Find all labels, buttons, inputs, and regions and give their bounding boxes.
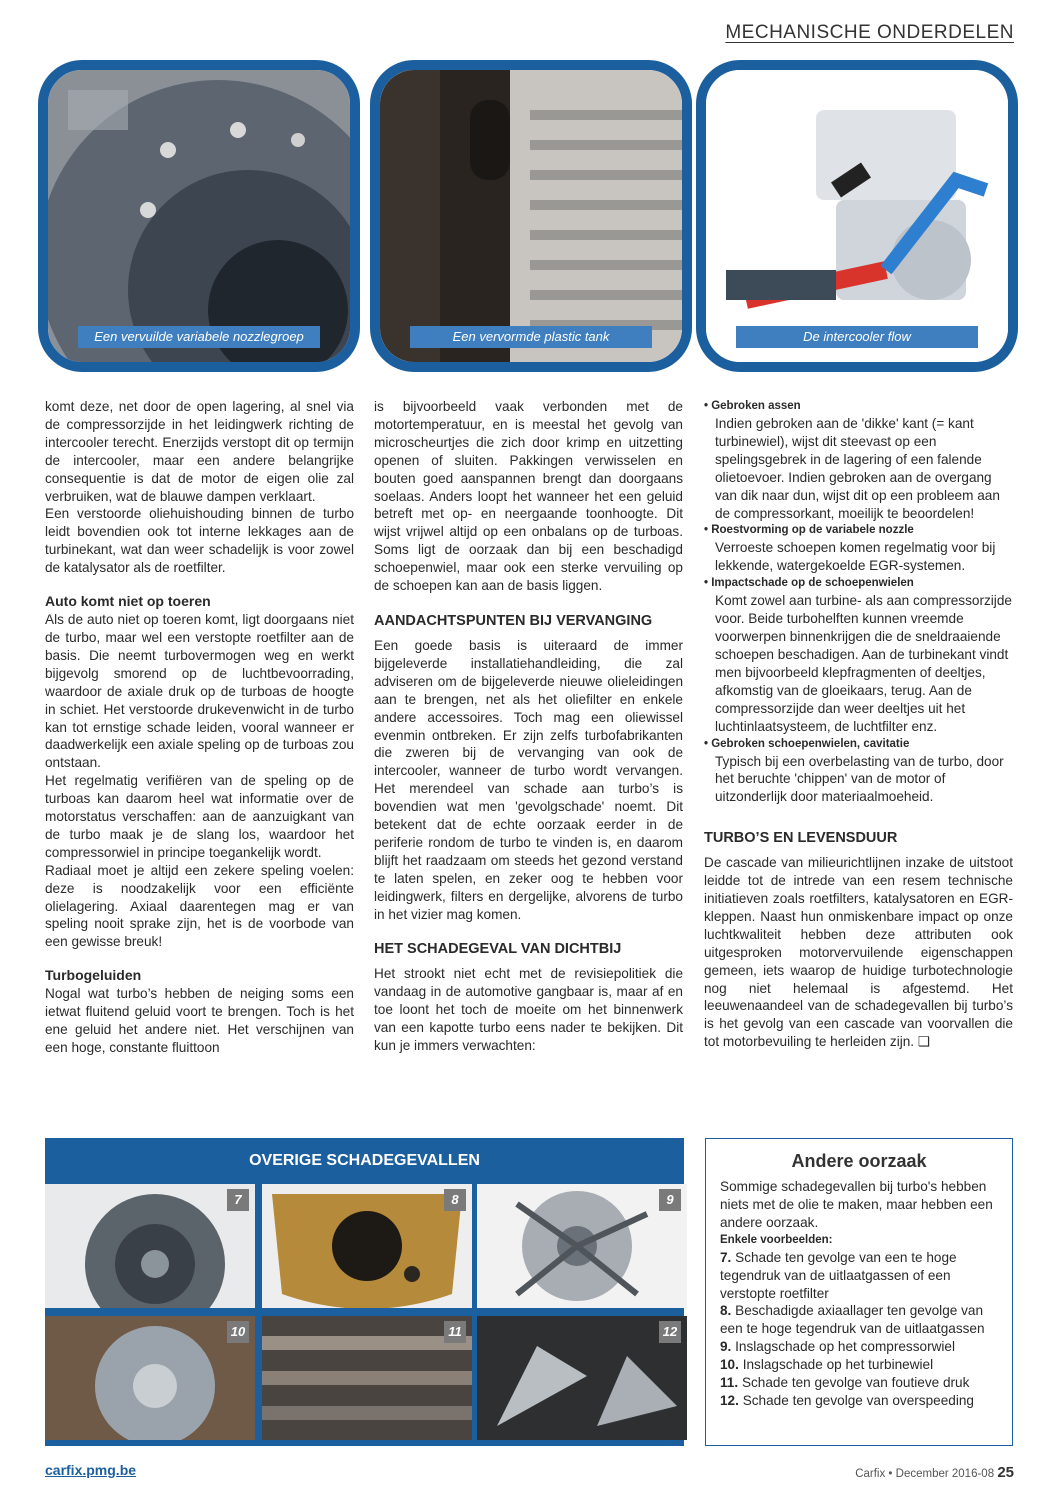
bullet-body: Typisch bij een overbelasting van de turbo, door het beruchte 'chippen' van de motor of uitzonderlijk door materiaalmoeheid. [715,753,1004,805]
intercooler-tank-photo-icon [380,70,682,362]
item-number: 10. [720,1357,739,1373]
image-number: 7 [227,1189,249,1211]
item-text: Beschadigde axiaallager ten gevolge van een te hoge tegendruk van de uitlaatgassen [720,1303,985,1337]
photo-plastic-tank [370,60,692,372]
paragraph: Radiaal moet je altijd een zekere speling voelen: deze is noodzakelijk voor een efficiënte olielagering. Axiaal daarentegen mag er van speling nooit sprake zijn, het is de voorbode van een gewisse breuk! [45,862,354,950]
list-item [720,1338,998,1356]
paragraph: komt deze, net door de open lagering, al snel via de compressorzijde in het leidingwerk richting de intercooler terecht. Enerzijds verstopt dit op termijn de intercooler, maar een andere belangrijke consequentie is dat de motor de eigen olie zal verbruiken, wat de blauwe dampen verklaart. [45,399,354,504]
paragraph: Een verstoorde oliehuishouding binnen de turbo leidt bovendien ook tot interne lekkages aan de turbinekant, wat dan weer schadelijk is voor zowel de katalysator als de roetfilter. [45,506,354,576]
broken-wheel-photo-icon [477,1316,687,1440]
fouled-nozzle-photo-icon [262,1316,472,1440]
text-column-3 [704,398,1013,1051]
list-item [720,1249,998,1303]
gallery-panel [45,1138,684,1446]
bullet-heading: • Gebroken schoepenwielen, cavitatie [704,737,910,750]
photo-nozzle-group [38,60,360,372]
paragraph: Het strookt niet echt met de revisiepolitiek die vandaag in de automotive gangbaar is, maar af en toe loont het toch de moeite om het binnenwerk van een kapotte turbo eens nader te bekijken. Dit kun je immers verwachten: [374,966,683,1054]
gallery-image-8 [262,1184,472,1308]
list-item [720,1392,998,1410]
item-text: Schade ten gevolge van foutieve druk [741,1375,970,1391]
image-number: 9 [659,1189,681,1211]
paragraph [704,854,1013,1051]
bullet-body: Verroeste schoepen komen regelmatig voor bij lekkende, watergekoelde EGR-systemen. [715,540,996,574]
gallery-image-12 [477,1316,687,1440]
image-number: 12 [659,1321,681,1343]
axial-bearing-photo-icon [262,1184,472,1308]
gallery-title: OVERIGE SCHADEGEVALLEN [249,1152,480,1169]
item-text: Inslagschade op het compressorwiel [735,1339,956,1355]
bullet-body: Indien gebroken aan de 'dikke' kant (= kant turbinewiel), wijst dit steevast op een spelingsgebrek in de lagering of een falende olietoevoer. Indien gebroken aan de overgang van dik naar dun, wijst dit op een probleem aan de compressorkant, moeilijk te beoordelen! [715,416,1000,521]
section-heading: TURBO’S EN LEVENSDUUR [704,830,898,847]
paragraph: Nogal wat turbo’s hebben de neiging soms een ietwat fluitend geluid voort te brengen. Toch is het ene geluid het andere niet. Het verschijnen van een hoge, constante fluittoon [45,986,354,1055]
subheading: Turbogeluiden [45,967,142,984]
box-title: Andere oorzaak [791,1151,927,1171]
footer-url-link[interactable]: carfix.pmg.be [45,1462,137,1478]
text-column-1 [45,398,354,1057]
list-item [720,1302,998,1338]
bullet-item [704,575,1013,735]
paragraph: Als de auto niet op toeren komt, ligt doorgaans niet de turbo, maar wel een verstopte roetfilter aan de basis. Die neemt turbovermogen weg en werkt bijgevolg smorend op de luchtbevoorrading, waardoor de axiale druk op de turboas de hoogte in schiet. Het verstoorde drukevenwicht in de turbo kan tot ernstige schade leiden, vooral wanneer er daadwerkelijk een axiale speling op de turboas zou ontstaan. [45,612,354,771]
paragraph-text: De cascade van milieurichtlijnen inzake de uitstoot leidde tot de intrede van een resem technische initiatieven zoals roetfilters, katalysatoren en EGR-kleppen. Naast hun onmiskenbare impact op onze luchtkwaliteit hebben deze attributen ook uitgesproken motorvervuilende eigenschappen gemeen, iets waarop de huidige turbotechnologie nog niet helemaal is afgestemd. Het leeuwenaandeel van de schadegevallen bij turbo’s is het gevolg van een cascade van voorvallen die tot motorbevuiling te herleiden zijn. [704,855,1013,1050]
end-mark-icon: ❑ [917,1034,931,1050]
box-intro: Sommige schadegevallen bij turbo's hebben niets met de olie te maken, maar hebben een andere oorzaak. [720,1179,993,1230]
page-number: 25 [997,1464,1014,1481]
photo-intercooler-flow [696,60,1018,372]
item-text: Schade ten gevolge van overspeeding [742,1392,974,1408]
list-item [720,1374,998,1392]
item-number: 8. [720,1303,732,1319]
bullet-heading: • Gebroken assen [704,400,801,412]
image-number: 8 [444,1189,466,1211]
section-heading: AANDACHTSPUNTEN BIJ VERVANGING [374,612,653,629]
item-number: 9. [720,1339,732,1355]
item-number: 12. [720,1392,739,1408]
item-text: Inslagschade op het turbinewiel [742,1357,934,1373]
list-item [720,1356,998,1374]
gallery-image-9 [477,1184,687,1308]
issue-label: Carfix • December 2016-08 [855,1468,995,1480]
photo-caption: De intercooler flow [736,326,978,348]
box-subheading: Enkele voorbeelden: [720,1233,833,1246]
item-number: 7. [720,1249,732,1265]
turbine-wheel-photo-icon [45,1316,255,1440]
engine-diagram-photo-icon [706,70,1008,362]
photo-caption: Een vervormde plastic tank [410,326,652,348]
gallery-image-11 [262,1316,472,1440]
turbo-nozzle-photo-icon [48,70,350,362]
damaged-turbine-wheel-photo-icon [45,1184,255,1308]
bullet-heading: • Roestvorming op de variabele nozzle [704,524,914,537]
paragraph: is bijvoorbeeld vaak verbonden met de motortemperatuur, en is meestal het gevolg van microscheurtjes die zich door krimp en uitzetting openen of sluiten. Pakkingen verwisselen en bouten goed aanspannen brengt dan doorgaans soelaas. Anders loopt het wanneer het een geluid betreft met op- en neergaande toonhoogte. Dit wijst vrijwel altijd op een onbalans op de turboas. Soms ligt de oorzaak dan bij een beschadigd schoepenwiel, maar ook een sterke vervuiling op de schoepen kan aan de basis liggen. [374,399,683,594]
gallery-image-7 [45,1184,255,1308]
item-number: 11. [720,1375,739,1391]
photo-caption: Een vervuilde variabele nozzlegroep [78,326,320,348]
section-heading: HET SCHADEGEVAL VAN DICHTBIJ [374,941,622,958]
example-list [706,1249,1012,1410]
paragraph: Het regelmatig verifiëren van de speling op de turboas kan daarom heel wat informatie over de motorstatus verschaffen: aan de aanzuigkant van de turbo maak je de slang los, waardoor het compressorwiel in principe toegankelijk wordt. [45,773,354,860]
image-number: 11 [444,1321,466,1343]
gallery-image-10 [45,1316,255,1440]
bullet-heading: • Impactschade op de schoepenwielen [704,577,914,590]
bullet-item [704,398,1013,522]
paragraph: Een goede basis is uiteraard de immer bijgeleverde installatiehandleiding, die zal adviseren om de bijgeleverde nieuwe olieleidingen aan te brengen, net als het oliefilter en enkele andere accessoires. Toch mag een oliewissel evenmin ontbreken. Er zijn zelfs turbofabrikanten die zweren bij de vervanging van ook de intercooler, wanneer de turbo wordt vervangen. Het merendeel van schade aan turbo’s is bovendien wat men 'gevolgschade' noemt. Dit betekent dat de echte oorzaak eerder in de periferie rondom de turbo te vinden is, en daarom blijft het raadzaam om steeds het gezond verstand te laten spelen, en zeker oog te hebben voor leidingwerk, filters en dergelijke, alvorens de turbo in het vizier mag komen. [374,637,683,922]
bullet-body: Komt zowel aan turbine- als aan compressorzijde voor. Beide turbohelften kunnen vreemde voorwerpen binnenkrijgen die de sneldraaiende schoepen beschadigen. Aan de turbinekant vindt men bijvoorbeeld klepfragmenten of deeltjes, afkomstig van de gloeikaars, terug. Aan de compressorzijde dan weer deeltjes uit het luchtinlaatsysteem, de luchtfilter enz. [715,593,1012,734]
compressor-wheel-photo-icon [477,1184,687,1308]
item-text: Schade ten gevolge van een te hoge tegendruk van de uitlaatgassen of een verstopte roetfilter [720,1249,957,1301]
other-cause-box [705,1138,1013,1446]
text-column-2 [374,398,683,1055]
footer-issue [855,1464,1014,1481]
bullet-item [704,522,1013,575]
image-number: 10 [227,1321,249,1343]
subheading: Auto komt niet op toeren [45,593,211,610]
section-header: MECHANISCHE ONDERDELEN [725,22,1014,43]
bullet-item [704,736,1013,807]
